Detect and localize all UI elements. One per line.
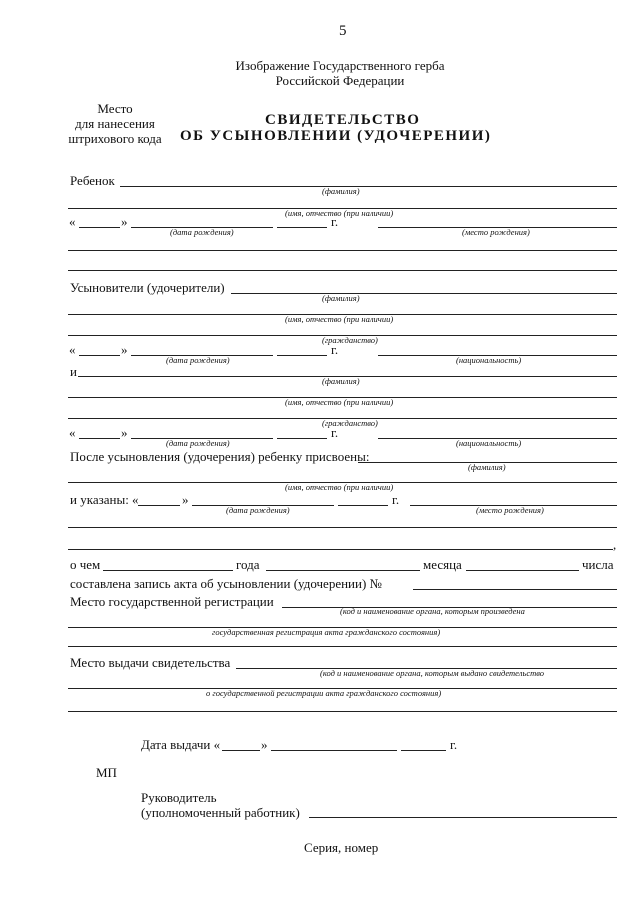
child-birth-place-hint: (место рождения)	[462, 227, 530, 237]
reg-org-hint-1: (код и наименование органа, которым произведена	[340, 606, 525, 616]
new-extra-line-2[interactable]	[68, 549, 613, 550]
comma-mark: ,	[613, 537, 617, 552]
document-title-line-1: СВИДЕТЕЛЬСТВО	[265, 112, 421, 128]
child-name-hint: (имя, отчество (при наличии)	[285, 208, 394, 218]
signature-line[interactable]	[309, 817, 617, 818]
barcode-place-line-1: Место	[97, 101, 133, 116]
record-number-line[interactable]	[413, 589, 617, 590]
child-date-quote-open: «	[69, 214, 76, 229]
issue-place-line-3[interactable]	[68, 711, 617, 712]
adopter1-surname-hint: (фамилия)	[322, 293, 360, 303]
indicated-label: и указаны: «	[70, 492, 139, 507]
new-birth-day-line[interactable]	[138, 505, 180, 506]
issue-date-quote-close: »	[261, 737, 268, 752]
stamp-place-label: МП	[96, 765, 117, 780]
child-date-quote-close: »	[121, 214, 128, 229]
issue-year-line[interactable]	[401, 750, 446, 751]
month-label: месяца	[423, 557, 462, 572]
issue-month-line[interactable]	[271, 750, 397, 751]
adopter1-nationality-hint: (национальность)	[456, 355, 522, 365]
day-label: числа	[582, 557, 614, 572]
adopter1-surname-line[interactable]	[231, 293, 617, 294]
child-label: Ребенок	[70, 173, 115, 188]
emblem-caption-line-2: Российской Федерации	[275, 73, 405, 88]
issue-date-label: Дата выдачи «	[141, 737, 221, 752]
issue-year-label: г.	[450, 737, 458, 752]
barcode-place-line-2: для нанесения	[75, 116, 155, 131]
reg-org-hint-2: государственная регистрация акта гражданского состояния)	[212, 627, 441, 637]
child-extra-line-2[interactable]	[68, 270, 617, 271]
adopter2-surname-hint: (фамилия)	[322, 376, 360, 386]
adopter2-name-hint: (имя, отчество (при наличии)	[285, 397, 394, 407]
new-date-quote-close: »	[182, 492, 189, 507]
adopter1-year-label: г.	[331, 342, 339, 357]
new-name-hint: (имя, отчество (при наличии)	[285, 482, 394, 492]
new-birth-place-hint: (место рождения)	[476, 505, 544, 515]
adopter1-birth-year-line[interactable]	[277, 355, 327, 356]
series-number-label: Серия, номер	[304, 840, 379, 855]
record-year-words-line[interactable]	[103, 570, 233, 571]
adopter2-year-label: г.	[331, 425, 339, 440]
adopter1-birth-day-line[interactable]	[79, 355, 120, 356]
new-surname-hint: (фамилия)	[468, 462, 506, 472]
head-label-line-2: (уполномоченный работник)	[141, 805, 300, 820]
new-birth-year-line[interactable]	[338, 505, 388, 506]
after-adoption-label: После усыновления (удочерения) ребенку присвоены:	[70, 449, 370, 464]
adopter1-name-hint: (имя, отчество (при наличии)	[285, 314, 394, 324]
adopter1-date-quote-close: »	[121, 342, 128, 357]
adopter2-birth-day-line[interactable]	[79, 438, 120, 439]
child-birth-date-hint: (дата рождения)	[170, 227, 234, 237]
child-year-label: г.	[331, 214, 339, 229]
head-label-line-1: Руководитель	[141, 790, 217, 805]
barcode-place-line-3: штрихового кода	[68, 131, 162, 146]
record-number-label: составлена запись акта об усыновлении (удочерении) №	[70, 576, 382, 591]
child-birth-year-line[interactable]	[277, 227, 327, 228]
adopter2-birth-year-line[interactable]	[277, 438, 327, 439]
adopter2-citizenship-hint: (гражданство)	[322, 418, 378, 428]
about-label: о чем	[70, 557, 101, 572]
adopter2-birth-date-hint: (дата рождения)	[166, 438, 230, 448]
document-title-line-2: ОБ УСЫНОВЛЕНИИ (УДОЧЕРЕНИИ)	[180, 128, 492, 144]
new-year-label: г.	[392, 492, 400, 507]
adopter2-date-quote-open: «	[69, 425, 76, 440]
adopter1-birth-date-hint: (дата рождения)	[166, 355, 230, 365]
page-number: 5	[339, 23, 347, 39]
adopter2-nationality-hint: (национальность)	[456, 438, 522, 448]
adopters-label: Усыновители (удочерители)	[70, 280, 225, 295]
issue-day-line[interactable]	[222, 750, 260, 751]
record-day-line[interactable]	[466, 570, 579, 571]
child-surname-hint: (фамилия)	[322, 186, 360, 196]
issue-org-hint-2: о государственной регистрации акта гражданского состояния)	[206, 688, 442, 698]
new-extra-line-1[interactable]	[68, 527, 617, 528]
emblem-caption-line-1: Изображение Государственного герба	[235, 58, 445, 73]
adopter1-date-quote-open: «	[69, 342, 76, 357]
child-birth-day-line[interactable]	[79, 227, 120, 228]
reg-place-label: Место государственной регистрации	[70, 594, 274, 609]
goda-label: года	[236, 557, 260, 572]
adopter2-date-quote-close: »	[121, 425, 128, 440]
new-birth-date-hint: (дата рождения)	[226, 505, 290, 515]
issue-org-hint-1: (код и наименование органа, которым выдано свидетельство	[320, 668, 545, 678]
child-extra-line-1[interactable]	[68, 250, 617, 251]
adopter2-and-label: и	[70, 364, 77, 379]
child-surname-line[interactable]	[120, 186, 617, 187]
issue-place-label: Место выдачи свидетельства	[70, 655, 231, 670]
record-month-line[interactable]	[266, 570, 420, 571]
adopter1-citizenship-hint: (гражданство)	[322, 335, 378, 345]
reg-place-line-3[interactable]	[68, 646, 617, 647]
